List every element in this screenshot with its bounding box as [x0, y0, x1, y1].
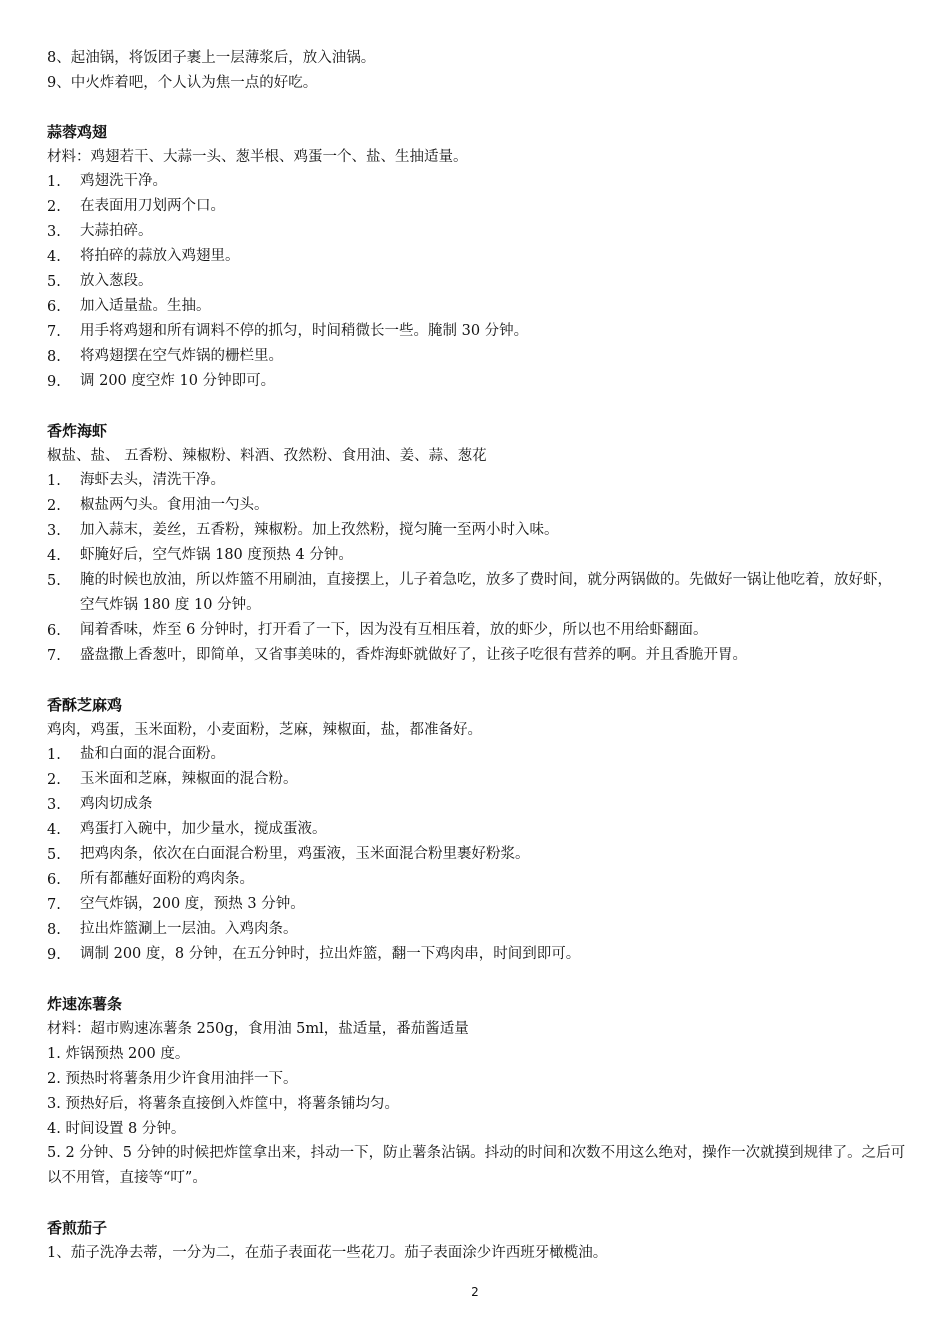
recipe-materials: 材料：超市购速冻薯条 250g，食用油 5ml，盐适量，番茄酱适量	[47, 1021, 469, 1037]
step-number: 8.	[47, 349, 61, 365]
step-text: 闻着香味，炸至 6 分钟时，打开看了一下，因为没有互相压着，放的虾少，所以也不用给虾翻面。	[80, 622, 708, 638]
step-number: 7.	[47, 324, 61, 340]
step-number: 8.	[47, 922, 61, 938]
step-text: 用手将鸡翅和所有调料不停的抓匀，时间稍微长一些。腌制 30 分钟。	[80, 323, 529, 339]
step-text: 所有都蘸好面粉的鸡肉条。	[80, 871, 254, 887]
step-number: 4.	[47, 822, 61, 838]
step-text: 把鸡肉条，依次在白面混合粉里，鸡蛋液，玉米面混合粉里裹好粉浆。	[80, 846, 530, 862]
step-text: 调制 200 度，8 分钟，在五分钟时，拉出炸篮，翻一下鸡肉串，时间到即可。	[80, 946, 581, 962]
step-number: 5.	[47, 847, 61, 863]
step-number: 5.	[47, 573, 61, 589]
recipe-title-frozen-fries: 炸速冻薯条	[47, 995, 123, 1013]
step-text: 大蒜拍碎。	[80, 223, 153, 239]
step-text: 盛盘撒上香葱叶，即简单，又省事美味的，香炸海虾就做好了，让孩子吃很有营养的啊。并且香脆开胃。	[80, 647, 747, 663]
step-number: 2.	[47, 498, 61, 514]
step-number: 7.	[47, 897, 61, 913]
step-number: 6.	[47, 299, 61, 315]
step-text: 将鸡翅摆在空气炸锅的栅栏里。	[80, 348, 283, 364]
recipe-title-garlic-wings: 蒜蓉鸡翅	[47, 123, 108, 141]
step-text: 加入蒜末，姜丝，五香粉，辣椒粉。加上孜然粉，搅匀腌一至两小时入味。	[80, 522, 559, 538]
step-text: 2. 预热时将薯条用少许食用油拌一下。	[47, 1071, 298, 1087]
step-number: 9.	[47, 374, 61, 390]
step-number: 4.	[47, 548, 61, 564]
step-number: 2.	[47, 199, 61, 215]
recipe-title-fried-shrimp: 香炸海虾	[47, 422, 108, 440]
step-text: 1、茄子洗净去蒂，一分为二，在茄子表面花一些花刀。茄子表面涂少许西班牙橄榄油。	[47, 1245, 608, 1261]
step-text: 鸡肉切成条	[80, 796, 153, 812]
recipe-materials: 椒盐、盐、 五香粉、辣椒粉、料酒、孜然粉、食用油、姜、蒜、葱花	[47, 448, 487, 464]
step-text: 1. 炸锅预热 200 度。	[47, 1046, 190, 1062]
step-number: 1.	[47, 473, 61, 489]
step-text: 调 200 度空炸 10 分钟即可。	[80, 373, 276, 389]
step-text: 3. 预热好后，将薯条直接倒入炸筐中，将薯条铺均匀。	[47, 1096, 399, 1112]
recipe-materials: 材料：鸡翅若干、大蒜一头、葱半根、鸡蛋一个、盐、生抽适量。	[47, 149, 468, 165]
step-text: 鸡翅洗干净。	[80, 173, 167, 189]
step-text: 5. 2 分钟、5 分钟的时候把炸筐拿出来，抖动一下，防止薯条沾锅。抖动的时间和次数不用这么绝对，操作一次就摸到规律了。之后可以不用管，直接等“叮”。	[47, 1145, 906, 1186]
step-number: 7.	[47, 648, 61, 664]
recipe-title-sesame-chicken: 香酥芝麻鸡	[47, 696, 123, 714]
intro-step-9: 9、中火炸着吧，个人认为焦一点的好吃。	[47, 75, 318, 91]
step-text: 鸡蛋打入碗中，加少量水，搅成蛋液。	[80, 821, 327, 837]
step-text: 盐和白面的混合面粉。	[80, 746, 225, 762]
step-number: 1.	[47, 174, 61, 190]
step-text: 腌的时候也放油，所以炸篮不用刷油，直接摆上，儿子着急吃，放多了费时间，就分两锅做的。先做好一锅让他吃着，放好虾，空气炸锅 180 度 10 分钟。	[80, 572, 892, 613]
step-text: 加入适量盐。生抽。	[80, 298, 211, 314]
step-text: 拉出炸篮涮上一层油。入鸡肉条。	[80, 921, 298, 937]
recipe-materials: 鸡肉，鸡蛋，玉米面粉，小麦面粉，芝麻，辣椒面，盐，都准备好。	[47, 722, 482, 738]
intro-step-8: 8、起油锅，将饭团子裹上一层薄浆后，放入油锅。	[47, 50, 376, 66]
step-number: 4.	[47, 249, 61, 265]
step-text: 海虾去头，清洗干净。	[80, 472, 225, 488]
step-number: 6.	[47, 872, 61, 888]
step-number: 5.	[47, 274, 61, 290]
step-text: 在表面用刀划两个口。	[80, 198, 225, 214]
step-text: 椒盐两勺头。食用油一勺头。	[80, 497, 269, 513]
step-number: 3.	[47, 797, 61, 813]
page-number: 2	[471, 1285, 479, 1299]
step-number: 1.	[47, 747, 61, 763]
step-number: 3.	[47, 224, 61, 240]
step-text: 4. 时间设置 8 分钟。	[47, 1121, 186, 1137]
step-text: 虾腌好后，空气炸锅 180 度预热 4 分钟。	[80, 547, 353, 563]
step-text: 玉米面和芝麻，辣椒面的混合粉。	[80, 771, 298, 787]
step-number: 3.	[47, 523, 61, 539]
step-text: 空气炸锅，200 度，预热 3 分钟。	[80, 896, 305, 912]
step-text: 放入葱段。	[80, 273, 153, 289]
step-number: 2.	[47, 772, 61, 788]
step-number: 9.	[47, 947, 61, 963]
recipe-title-fried-eggplant: 香煎茄子	[47, 1219, 108, 1237]
step-number: 6.	[47, 623, 61, 639]
step-text: 将拍碎的蒜放入鸡翅里。	[80, 248, 240, 264]
